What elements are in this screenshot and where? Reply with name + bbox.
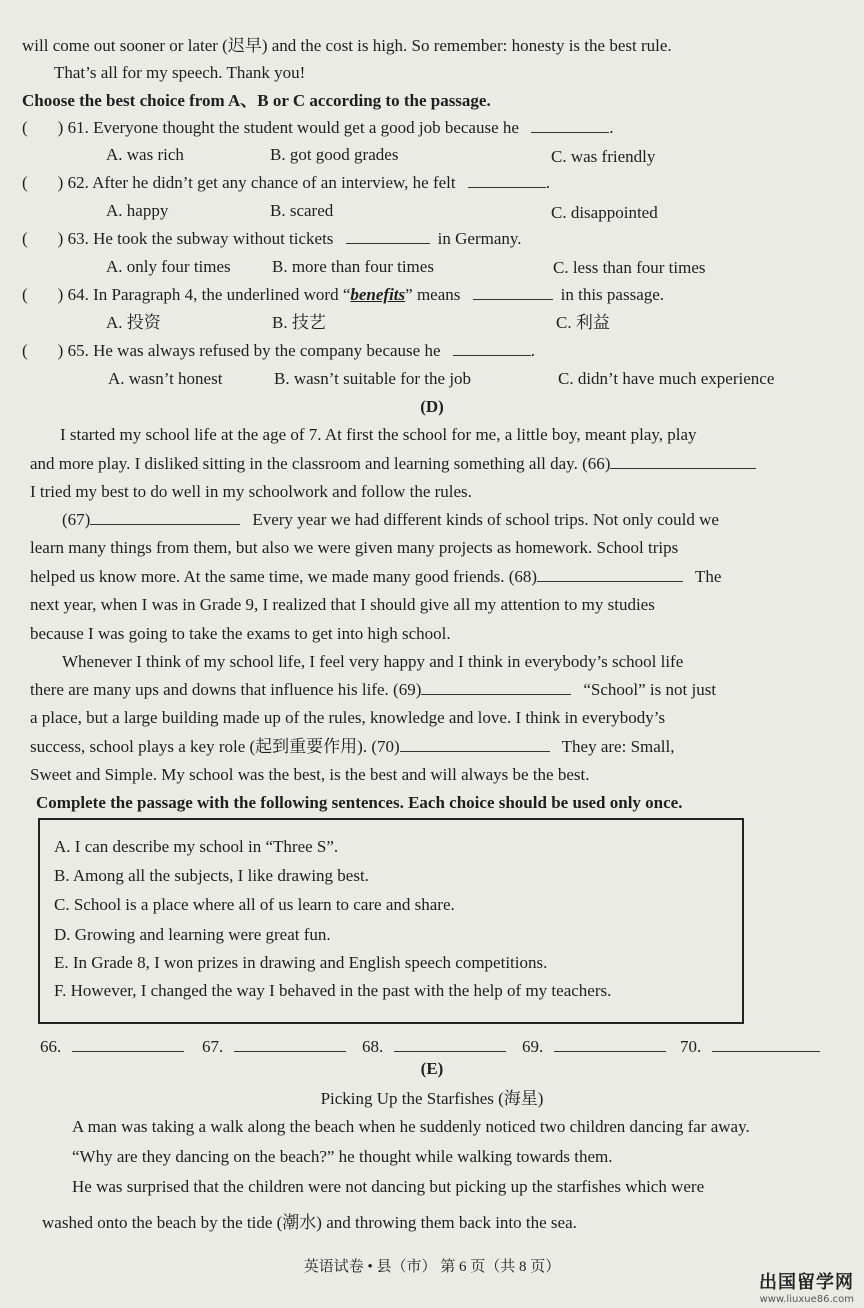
q63-option-c: C. less than four times bbox=[553, 258, 706, 277]
answer-blank-70[interactable] bbox=[712, 1038, 820, 1052]
blank-69[interactable] bbox=[421, 681, 571, 695]
q62-option-a: A. happy bbox=[106, 201, 169, 220]
choice-a: A. I can describe my school in “Three S”. bbox=[54, 837, 339, 856]
answer-blank-68[interactable] bbox=[394, 1038, 506, 1052]
choice-d: D. Growing and learning were great fun. bbox=[54, 925, 331, 944]
watermark-url: www.liuxue86.com bbox=[759, 1294, 854, 1305]
answer-69: 69. bbox=[522, 1036, 666, 1058]
section-c-instruction: Choose the best choice from A、B or C according to the passage. bbox=[22, 91, 491, 110]
blank-68[interactable] bbox=[537, 568, 683, 582]
passage-d-line-8: because I was going to take the exams to get into high school. bbox=[30, 624, 451, 643]
q61-option-b: B. got good grades bbox=[270, 145, 399, 164]
section-e-heading: (E) bbox=[420, 1059, 444, 1078]
q62-option-b: B. scared bbox=[270, 201, 334, 220]
passage-d-line-3: I tried my best to do well in my schoolwork and follow the rules. bbox=[30, 482, 472, 501]
passage-d-line-5: learn many things from them, but also we were given many projects as homework. School trips bbox=[30, 538, 679, 557]
choice-c: C. School is a place where all of us learn to care and share. bbox=[54, 895, 455, 914]
story-title: Picking Up the Starfishes (海星) bbox=[320, 1089, 544, 1108]
answer-blank-66[interactable] bbox=[72, 1038, 184, 1052]
answer-blank[interactable] bbox=[473, 286, 553, 300]
passage-d-line-6: helped us know more. At the same time, we made many good friends. (68) The bbox=[30, 567, 722, 586]
question-61: ( ) 61. Everyone thought the student would get a good job because he . bbox=[22, 118, 614, 137]
page-footer: 英语试卷 • 县（市） 第 6 页（共 8 页） bbox=[303, 1259, 561, 1275]
passage-d-line-12: success, school plays a key role (起到重要作用). (70) They are: Small, bbox=[30, 737, 675, 756]
site-watermark bbox=[759, 1268, 854, 1305]
passage-e-line-4: washed onto the beach by the tide (潮水) and throwing them back into the sea. bbox=[42, 1213, 577, 1232]
answer-blank[interactable] bbox=[453, 342, 531, 356]
q65-option-b: B. wasn’t suitable for the job bbox=[274, 369, 472, 388]
question-65: ( ) 65. He was always refused by the company because he . bbox=[22, 341, 536, 360]
question-63: ( ) 63. He took the subway without tickets in Germany. bbox=[22, 229, 522, 248]
passage-d-line-1: I started my school life at the age of 7. At first the school for me, a little boy, meant play, play bbox=[60, 425, 697, 444]
q64-option-b: B. 技艺 bbox=[272, 313, 326, 332]
choice-e: E. In Grade 8, I won prizes in drawing and English speech competitions. bbox=[54, 953, 548, 972]
passage-d-line-4: (67) Every year we had different kinds of school trips. Not only could we bbox=[62, 510, 719, 529]
answer-70: 70. bbox=[680, 1036, 820, 1058]
passage-e-line-3: He was surprised that the children were not dancing but picking up the starfishes which were bbox=[72, 1177, 705, 1196]
question-62-text: 62. After he didn’t get any chance of an interview, he felt bbox=[67, 173, 456, 192]
passage-d-line-13: Sweet and Simple. My school was the best, is the best and will always be the best. bbox=[30, 765, 590, 784]
q63-option-a: A. only four times bbox=[106, 257, 231, 276]
choice-b: B. Among all the subjects, I like drawing best. bbox=[54, 866, 369, 885]
q63-option-b: B. more than four times bbox=[272, 257, 434, 276]
question-63-text: 63. He took the subway without tickets bbox=[67, 229, 334, 248]
passage-d-line-10: there are many ups and downs that influence his life. (69) “School” is not just bbox=[30, 680, 717, 699]
q65-option-a: A. wasn’t honest bbox=[108, 369, 223, 388]
underlined-word: benefits bbox=[350, 285, 406, 304]
watermark-name: 出国留学网 bbox=[759, 1272, 854, 1293]
passage-e-line-2: “Why are they dancing on the beach?” he thought while walking towards them. bbox=[72, 1147, 613, 1166]
question-61-text: 61. Everyone thought the student would get a good job because he bbox=[67, 118, 519, 137]
answer-67: 67. bbox=[202, 1036, 346, 1058]
question-62: ( ) 62. After he didn’t get any chance of an interview, he felt . bbox=[22, 173, 551, 192]
section-d-heading: (D) bbox=[420, 397, 444, 416]
blank-70[interactable] bbox=[400, 738, 550, 752]
choice-f: F. However, I changed the way I behaved in the past with the help of my teachers. bbox=[54, 981, 612, 1000]
intro-line-2: That’s all for my speech. Thank you! bbox=[54, 63, 306, 82]
q64-option-c: C. 利益 bbox=[556, 313, 610, 332]
answer-68: 68. bbox=[362, 1036, 506, 1058]
section-d-instruction: Complete the passage with the following sentences. Each choice should be used only once. bbox=[36, 793, 683, 812]
passage-e-line-1: A man was taking a walk along the beach when he suddenly noticed two children dancing far away. bbox=[72, 1117, 750, 1136]
blank-67[interactable] bbox=[90, 511, 240, 525]
answer-66: 66. bbox=[40, 1036, 184, 1058]
blank-66[interactable] bbox=[610, 455, 756, 469]
intro-line-1: will come out sooner or later (迟早) and the cost is high. So remember: honesty is the best rule. bbox=[22, 36, 672, 55]
question-64: ( ) 64. In Paragraph 4, the underlined word “benefits” means in this passage. bbox=[22, 285, 665, 304]
q65-option-c: C. didn’t have much experience bbox=[558, 369, 775, 388]
q61-option-c: C. was friendly bbox=[551, 147, 656, 166]
passage-d-line-7: next year, when I was in Grade 9, I realized that I should give all my attention to my studies bbox=[30, 595, 655, 614]
q61-option-a: A. was rich bbox=[106, 145, 184, 164]
q62-option-c: C. disappointed bbox=[551, 203, 658, 222]
answer-blank-67[interactable] bbox=[234, 1038, 346, 1052]
passage-d-line-11: a place, but a large building made up of the rules, knowledge and love. I think in everybody’s bbox=[30, 708, 666, 727]
answer-blank[interactable] bbox=[468, 174, 546, 188]
passage-d-line-2: and more play. I disliked sitting in the classroom and learning something all day. (66) bbox=[30, 453, 828, 475]
choices-box bbox=[38, 818, 744, 1024]
answer-blank-69[interactable] bbox=[554, 1038, 666, 1052]
answer-blank[interactable] bbox=[531, 119, 609, 133]
q64-option-a: A. 投资 bbox=[106, 313, 161, 332]
answer-blank[interactable] bbox=[346, 230, 430, 244]
passage-d-line-9: Whenever I think of my school life, I feel very happy and I think in everybody’s school life bbox=[62, 652, 684, 671]
question-65-text: 65. He was always refused by the company because he bbox=[67, 341, 441, 360]
